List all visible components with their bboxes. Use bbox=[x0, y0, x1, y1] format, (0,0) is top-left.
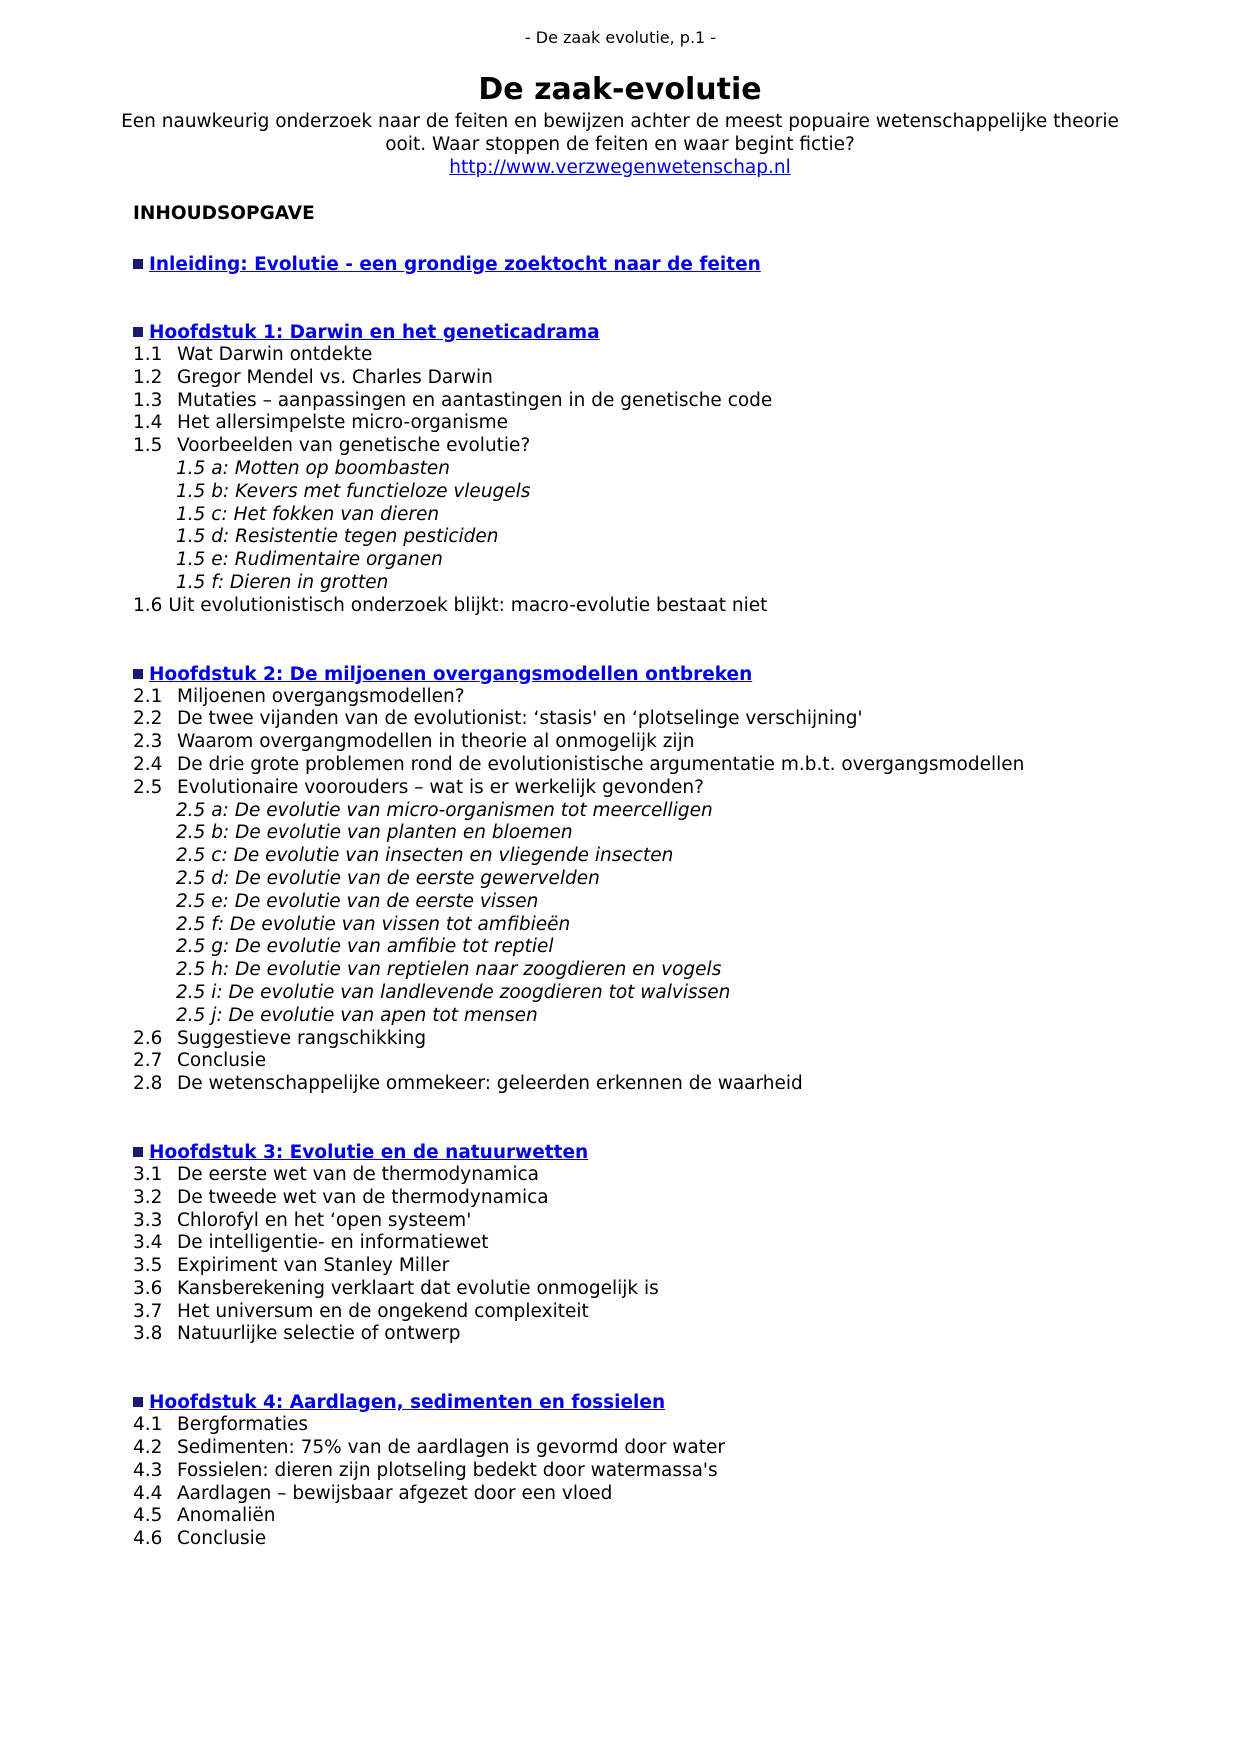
toc-item-number: 2.6 bbox=[133, 1027, 163, 1049]
toc-item-number: 3.4 bbox=[133, 1232, 163, 1254]
toc-item bbox=[133, 435, 1133, 458]
toc-item-number: 2.3 bbox=[133, 731, 163, 753]
toc-item-number: 2.5 bbox=[133, 776, 163, 798]
toc-subitem: 2.5 f: De evolutie van vissen tot amfibieën bbox=[176, 913, 571, 935]
table-of-contents bbox=[133, 202, 1133, 1551]
toc-subitem: 2.5 g: De evolutie van amfibie tot reptiel bbox=[176, 936, 554, 958]
toc-item-number: 4.2 bbox=[133, 1437, 163, 1459]
toc-item-number: 1.4 bbox=[133, 412, 163, 434]
toc-item-text: Bergformaties bbox=[177, 1414, 308, 1436]
toc-item-text: De tweede wet van de thermodynamica bbox=[177, 1186, 549, 1208]
toc-item bbox=[133, 1437, 1133, 1460]
toc-subitem: 2.5 e: De evolutie van de eerste vissen bbox=[176, 890, 539, 912]
toc-item-text: Anomaliën bbox=[177, 1505, 276, 1527]
toc-item-number: 3.7 bbox=[133, 1300, 163, 1322]
toc-item-text: De intelligentie- en informatiewet bbox=[177, 1232, 489, 1254]
toc-subitem: 1.5 f: Dieren in grotten bbox=[176, 571, 389, 593]
chapter-list bbox=[133, 321, 1133, 1551]
chapter-section bbox=[133, 1141, 1133, 1346]
toc-item bbox=[133, 1255, 1133, 1278]
chapter-title-row bbox=[133, 1391, 1133, 1414]
toc-subitem: 2.5 a: De evolutie van micro-organismen tot meercelligen bbox=[176, 799, 713, 821]
toc-item-number: 1.5 bbox=[133, 435, 163, 457]
toc-item-text: Gregor Mendel vs. Charles Darwin bbox=[177, 366, 493, 388]
toc-item-number: 2.4 bbox=[133, 753, 163, 775]
toc-subitem: 1.5 d: Resistentie tegen pesticiden bbox=[176, 526, 499, 548]
toc-item-text: Aardlagen – bewijsbaar afgezet door een vloed bbox=[177, 1482, 613, 1504]
chapter-link[interactable]: Hoofdstuk 1: Darwin en het geneticadrama bbox=[149, 322, 600, 343]
toc-item bbox=[133, 731, 1133, 754]
chapter-section bbox=[133, 663, 1133, 1096]
toc-item bbox=[133, 754, 1133, 777]
toc-item bbox=[133, 1505, 1133, 1528]
toc-subitem: 2.5 d: De evolutie van de eerste gewervelden bbox=[176, 867, 600, 889]
toc-item-number: 3.3 bbox=[133, 1209, 163, 1231]
toc-subitem: 2.5 i: De evolutie van landlevende zoogdieren tot walvissen bbox=[176, 981, 731, 1003]
square-bullet-icon bbox=[133, 669, 143, 679]
toc-item-text: Conclusie bbox=[177, 1050, 267, 1072]
toc-item-text: Wat Darwin ontdekte bbox=[177, 344, 373, 365]
toc-item-number: 3.8 bbox=[133, 1323, 163, 1345]
square-bullet-icon bbox=[133, 1397, 143, 1407]
toc-item bbox=[133, 1187, 1133, 1210]
toc-subitem: 2.5 j: De evolutie van apen tot mensen bbox=[176, 1004, 538, 1026]
toc-item bbox=[133, 686, 1133, 709]
toc-item bbox=[133, 1414, 1133, 1437]
toc-item-text: De eerste wet van de thermodynamica bbox=[177, 1163, 539, 1185]
toc-item bbox=[133, 1483, 1133, 1506]
toc-item bbox=[133, 1278, 1133, 1301]
toc-item-number: 3.5 bbox=[133, 1255, 163, 1277]
toc-item-number: 1.2 bbox=[133, 366, 163, 388]
toc-item-number: 2.8 bbox=[133, 1073, 163, 1095]
square-bullet-icon bbox=[133, 259, 143, 269]
square-bullet-icon bbox=[133, 1147, 143, 1157]
toc-item-number: 2.2 bbox=[133, 708, 163, 730]
toc-item-text: Mutaties – aanpassingen en aantastingen in de genetische code bbox=[177, 389, 773, 411]
toc-item-number: 3.6 bbox=[133, 1277, 163, 1299]
toc-item bbox=[133, 1232, 1133, 1255]
toc-heading: INHOUDSOPGAVE bbox=[133, 203, 315, 224]
toc-item-text: Het universum en de ongekend complexiteit bbox=[177, 1300, 589, 1322]
square-bullet-icon bbox=[133, 327, 143, 337]
toc-item-text: Natuurlijke selectie of ontwerp bbox=[177, 1323, 461, 1345]
toc-item-number: 3.1 bbox=[133, 1163, 163, 1185]
toc-subitem: 2.5 b: De evolutie van planten en bloemen bbox=[176, 822, 573, 844]
toc-item-text: Miljoenen overgangsmodellen? bbox=[177, 685, 465, 707]
toc-item bbox=[133, 595, 1133, 618]
running-header: - De zaak evolutie, p.1 - bbox=[524, 28, 717, 47]
toc-item-number: 4.4 bbox=[133, 1482, 163, 1504]
toc-item-number: 2.7 bbox=[133, 1050, 163, 1072]
toc-item-text: Kansberekening verklaart dat evolutie onmogelijk is bbox=[177, 1277, 659, 1299]
toc-subitem: 1.5 e: Rudimentaire organen bbox=[176, 549, 443, 571]
toc-subitem: 2.5 h: De evolutie van reptielen naar zoogdieren en vogels bbox=[176, 959, 722, 981]
toc-item-text: De drie grote problemen rond de evolutionistische argumentatie m.b.t. overgangsmodellen bbox=[177, 753, 1025, 775]
toc-subitem: 1.5 b: Kevers met functieloze vleugels bbox=[176, 480, 531, 502]
toc-item bbox=[133, 1528, 1133, 1551]
toc-item bbox=[133, 1323, 1133, 1346]
toc-subitem: 1.5 a: Motten op boombasten bbox=[176, 457, 450, 479]
toc-item bbox=[133, 412, 1133, 435]
toc-item bbox=[133, 367, 1133, 390]
toc-item bbox=[133, 1301, 1133, 1324]
title-block bbox=[120, 70, 1120, 179]
toc-item-number: 4.3 bbox=[133, 1459, 163, 1481]
toc-item-text: Sedimenten: 75% van de aardlagen is gevormd door water bbox=[177, 1437, 725, 1459]
toc-item-number: 4.5 bbox=[133, 1505, 163, 1527]
toc-item bbox=[133, 1210, 1133, 1233]
toc-item-text: Voorbeelden van genetische evolutie? bbox=[177, 435, 531, 457]
intro-link[interactable]: Inleiding: Evolutie - een grondige zoektocht naar de feiten bbox=[149, 254, 761, 275]
toc-item-text: De twee vijanden van de evolutionist: ‘stasis' en ‘plotselinge verschijning' bbox=[177, 708, 863, 730]
chapter-link[interactable]: Hoofdstuk 2: De miljoenen overgangsmodellen ontbreken bbox=[149, 663, 753, 685]
toc-item-number: 1.3 bbox=[133, 389, 163, 411]
toc-item-text: Chlorofyl en het ‘open systeem' bbox=[177, 1209, 472, 1231]
chapter-section bbox=[133, 321, 1133, 618]
toc-item-text: Expiriment van Stanley Miller bbox=[177, 1255, 450, 1277]
toc-item bbox=[133, 1050, 1133, 1073]
toc-subitem: 1.5 c: Het fokken van dieren bbox=[176, 503, 440, 525]
toc-subitem: 2.5 c: De evolutie van insecten en vliegende insecten bbox=[176, 845, 674, 867]
toc-item bbox=[133, 1164, 1133, 1187]
chapter-section bbox=[133, 1391, 1133, 1551]
chapter-link[interactable]: Hoofdstuk 4: Aardlagen, sedimenten en fossielen bbox=[149, 1392, 666, 1414]
toc-item-text: De wetenschappelijke ommekeer: geleerden erkennen de waarheid bbox=[177, 1073, 803, 1095]
chapter-title-row bbox=[133, 663, 1133, 686]
toc-item bbox=[133, 708, 1133, 731]
toc-item bbox=[133, 1073, 1133, 1096]
page-subtitle: Een nauwkeurig onderzoek naar de feiten en bewijzen achter de meest popuaire wetenschappelijke theorie ooit. Waar stoppen de feiten en waar begint fictie? bbox=[121, 111, 1119, 155]
toc-item-number: 2.1 bbox=[133, 685, 163, 707]
toc-item bbox=[133, 1460, 1133, 1483]
page-title: De zaak-evolutie bbox=[478, 72, 762, 107]
chapter-title-row bbox=[133, 1141, 1133, 1164]
toc-item-number: 4.1 bbox=[133, 1414, 163, 1436]
toc-item-number: 1.6 bbox=[133, 594, 163, 616]
toc-item-text: Suggestieve rangschikking bbox=[177, 1027, 427, 1049]
website-link[interactable]: http://www.verzwegenwetenschap.nl bbox=[449, 157, 791, 178]
toc-item bbox=[133, 1028, 1133, 1051]
toc-item-text: Het allersimpelste micro-organisme bbox=[177, 412, 509, 434]
toc-item bbox=[133, 344, 1133, 367]
chapter-link[interactable]: Hoofdstuk 3: Evolutie en de natuurwetten bbox=[149, 1141, 589, 1163]
toc-item-text: Conclusie bbox=[177, 1528, 267, 1550]
toc-item-number: 4.6 bbox=[133, 1528, 163, 1550]
toc-item-text: Waarom overgangmodellen in theorie al onmogelijk zijn bbox=[177, 731, 695, 753]
chapter-title-row bbox=[133, 321, 1133, 344]
toc-item-number: 3.2 bbox=[133, 1186, 163, 1208]
toc-item-text: Uit evolutionistisch onderzoek blijkt: macro-evolutie bestaat niet bbox=[168, 594, 768, 616]
intro-entry bbox=[133, 253, 1133, 276]
toc-item-number: 1.1 bbox=[133, 344, 163, 365]
toc-item-text: Evolutionaire voorouders – wat is er werkelijk gevonden? bbox=[177, 776, 704, 798]
toc-item-text: Fossielen: dieren zijn plotseling bedekt door watermassa's bbox=[177, 1459, 718, 1481]
toc-item bbox=[133, 390, 1133, 413]
toc-item bbox=[133, 777, 1133, 800]
